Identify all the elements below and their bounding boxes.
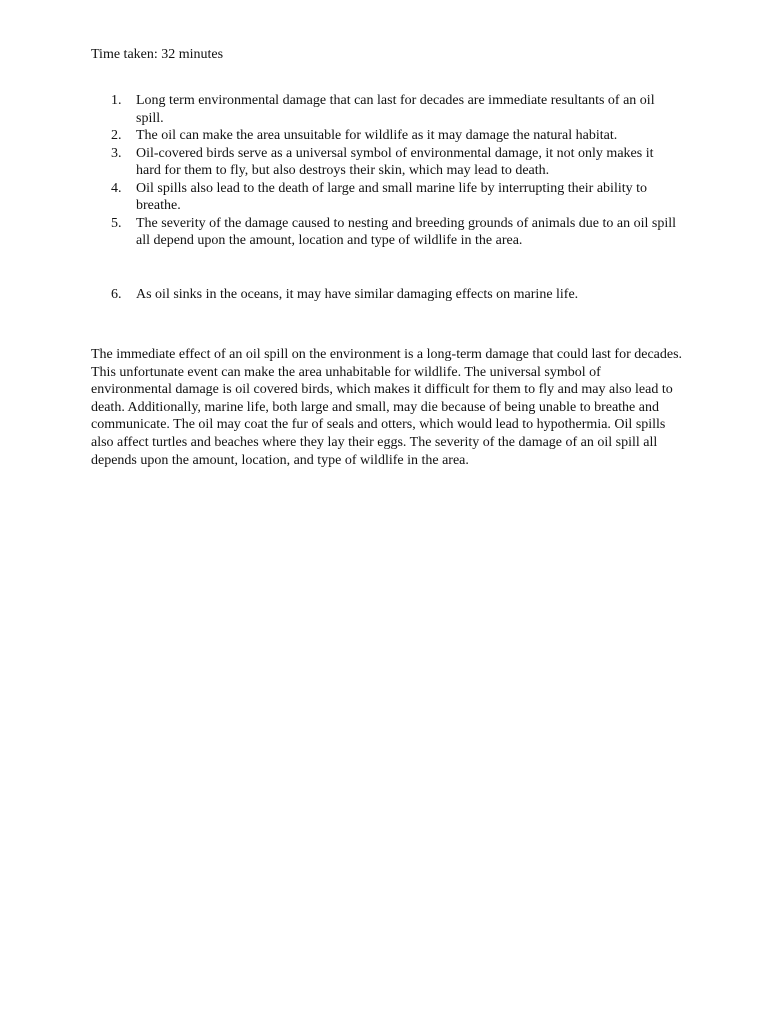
list-item-number: 6. (111, 286, 122, 302)
list-item (91, 92, 681, 127)
list-item (91, 127, 681, 145)
time-taken-line: Time taken: 32 minutes (91, 47, 224, 62)
list-item-number: 4. (111, 180, 122, 196)
list-item-text: The oil can make the area unsuitable for wildlife as it may damage the natural habitat. (136, 128, 618, 143)
list-item (91, 145, 681, 180)
list-item (91, 286, 681, 304)
list-item-text: As oil sinks in the oceans, it may have similar damaging effects on marine life. (136, 286, 579, 302)
numbered-list (91, 92, 681, 303)
list-item (91, 180, 681, 215)
list-item (91, 215, 681, 250)
summary-paragraph: The immediate effect of an oil spill on the environment is a long-term damage that could last for decades. This unfortunate event can make the area unhabitable for wildlife. The universal symbol of environmental damage is oil covered birds, which makes it difficult for them to fly and may also lead to death. Additionally, marine life, both large and small, may die because of being unable to breathe and communicate. The oil may coat the fur of seals and otters, which would lead to hypothermia. Oil spills also affect turtles and beaches where they lay their eggs. The severity of the damage of an oil spill all depends upon the amount, location, and type of wildlife in the area. (91, 347, 683, 468)
list-item-text: Long term environmental damage that can last for decades are immediate resultants of an oil spill. (136, 93, 655, 126)
list-item-text: Oil spills also lead to the death of large and small marine life by interrupting their ability to breathe. (136, 180, 648, 213)
list-item-number: 3. (111, 145, 122, 161)
list-item-number: 1. (111, 93, 122, 108)
list-item-number: 5. (111, 215, 122, 231)
list-item-number: 2. (111, 128, 122, 143)
list-item-text: Oil-covered birds serve as a universal symbol of environmental damage, it not only makes it hard for them to fly, but also destroys their skin, which may lead to death. (136, 145, 654, 178)
list-item-text: The severity of the damage caused to nesting and breeding grounds of animals due to an oil spill all depend upon the amount, location and type of wildlife in the area. (136, 215, 677, 248)
